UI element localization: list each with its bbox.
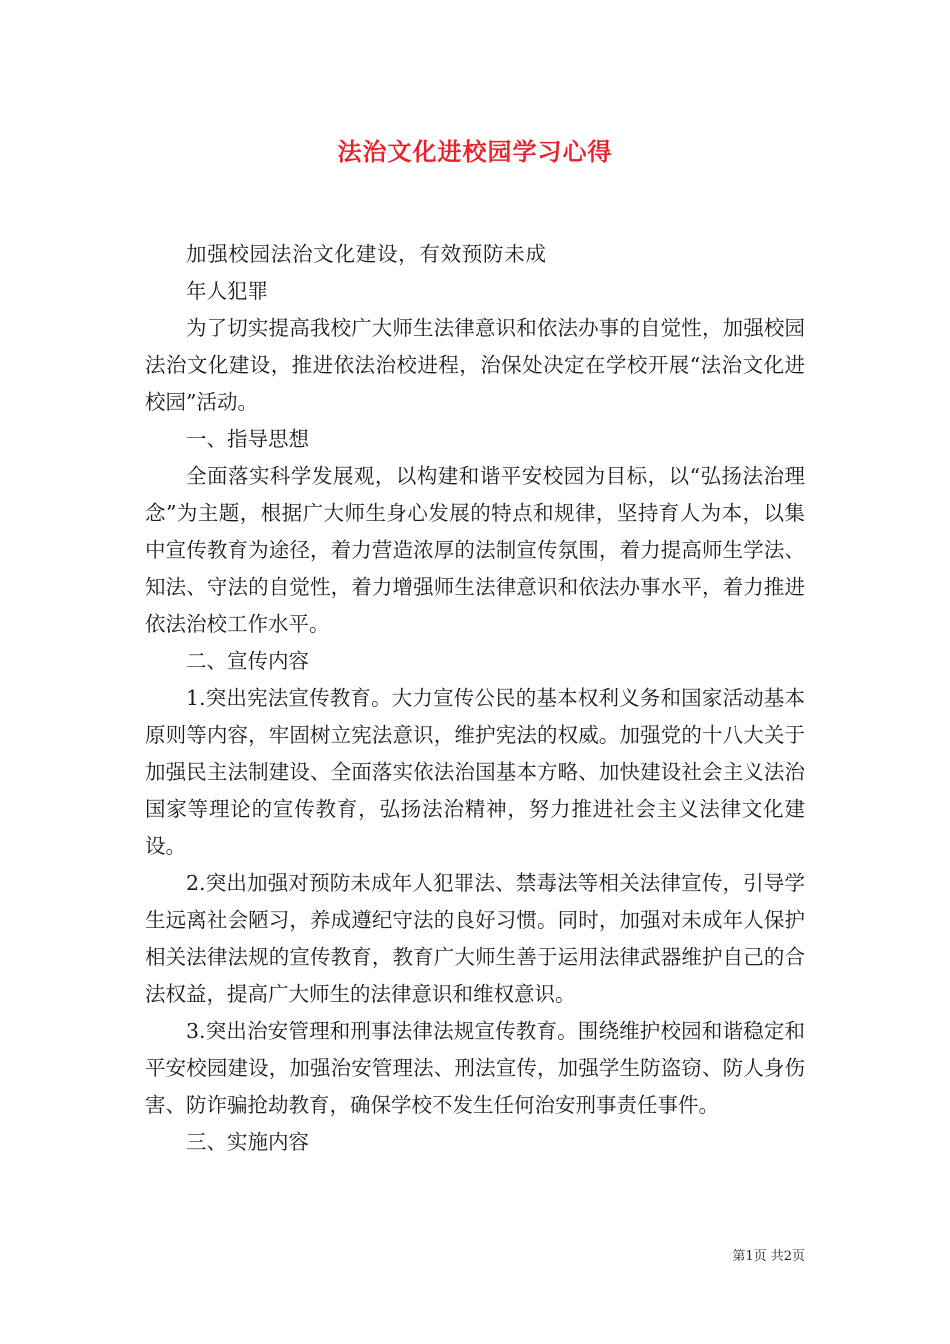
section-heading-2: 二、宣传内容 — [186, 649, 309, 673]
section-heading-1: 一、指导思想 — [186, 427, 309, 451]
paragraph-guiding-ideology: 全面落实科学发展观，以构建和谐平安校园为目标，以“弘扬法治理念”为主题，根据广大师生身心发展的特点和规律，坚持育人为本，以集中宣传教育为途径，着力营造浓厚的法制宣传氛围，着力提高师生学法、知法、守法的自觉性，着力增强师生法律意识和依法办事水平，着力推进依法治校工作水平。 — [145, 464, 805, 636]
paragraph-item-1: 1.突出宪法宣传教育。大力宣传公民的基本权利义务和国家活动基本原则等内容，牢固树立宪法意识，维护宪法的权威。加强党的十八大关于加强民主法制建设、全面落实依法治国基本方略、加快建设社会主义法治国家等理论的宣传教育，弘扬法治精神，努力推进社会主义法律文化建设。 — [145, 686, 805, 858]
document-body — [145, 236, 805, 1161]
paragraph-item-2: 2.突出加强对预防未成年人犯罪法、禁毒法等相关法律宣传，引导学生远离社会陋习，养成遵纪守法的良好习惯。同时，加强对未成年人保护相关法律法规的宣传教育，教育广大师生善于运用法律武器维护自己的合法权益，提高广大师生的法律意识和维权意识。 — [145, 871, 805, 1006]
heading-block: 加强校园法治文化建设，有效预防未成年人犯罪 — [186, 242, 546, 303]
paragraph-item-3: 3.突出治安管理和刑事法律法规宣传教育。围绕维护校园和谐稳定和平安校园建设，加强治安管理法、刑法宣传，加强学生防盗窃、防人身伤害、防诈骗抢劫教育，确保学校不发生任何治安刑事责任事件。 — [145, 1019, 805, 1117]
paragraph-intro: 为了切实提高我校广大师生法律意识和依法办事的自觉性，加强校园法治文化建设，推进依法治校进程，治保处决定在学校开展“法治文化进校园”活动。 — [145, 316, 805, 414]
section-heading-3: 三、实施内容 — [186, 1130, 309, 1154]
page-number-footer: 第1页 共2页 — [732, 1249, 805, 1264]
document-title: 法治文化进校园学习心得 — [337, 137, 613, 166]
